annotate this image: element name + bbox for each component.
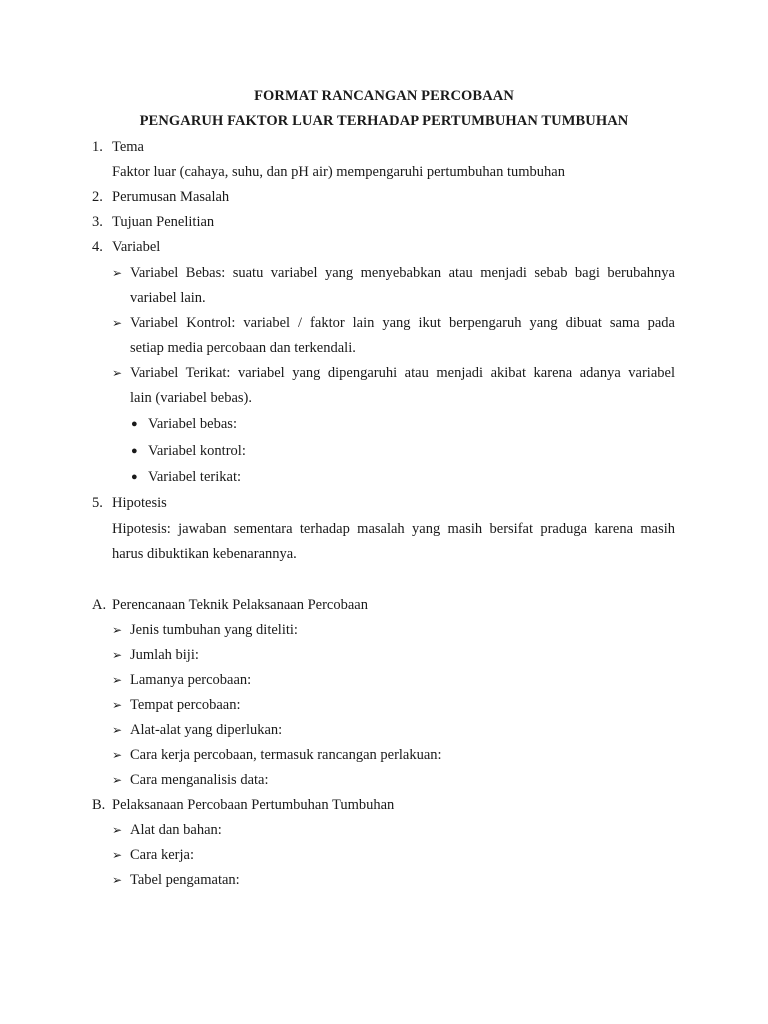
document-title: FORMAT RANCANGAN PERCOBAAN [254,88,514,104]
variabel-item-line: Variabel Kontrol: variabel / faktor lain yang ikut berpengaruh yang dibuat sama pada [130,315,675,331]
item-text: Jumlah biji: [130,647,199,663]
dot-bullet-icon: ● [131,471,138,483]
arrow-bullet-icon: ➢ [112,723,123,737]
hipotesis-body-line: Hipotesis: jawaban sementara terhadap masalah yang masih bersifat praduga karena masih [112,521,675,537]
section-1-body: Faktor luar (cahaya, suhu, dan pH air) mempengaruhi pertumbuhan tumbuhan [112,164,565,180]
item-text: Tabel pengamatan: [130,872,240,888]
arrow-bullet-icon: ➢ [112,873,123,887]
variabel-item-line: variabel lain. [130,290,206,306]
variabel-item-line: Variabel Terikat: variabel yang dipengaruhi atau menjadi akibat karena adanya variabel [130,365,675,381]
section-heading: Perumusan Masalah [112,189,230,205]
section-heading: Tema [112,139,144,155]
item-text: Alat-alat yang diperlukan: [130,722,283,738]
item-text: Cara kerja percobaan, termasuk rancangan perlakuan: [130,747,442,763]
part-heading: Pelaksanaan Percobaan Pertumbuhan Tumbuhan [112,797,395,813]
variabel-item-line: Variabel Bebas: suatu variabel yang menyebabkan atau menjadi sebab bagi berubahnya [130,265,675,281]
bullet-text: Variabel terikat: [148,469,241,485]
variabel-item-line: lain (variabel bebas). [130,390,252,406]
item-text: Tempat percobaan: [130,697,241,713]
part-letter: A. [92,597,107,613]
section-heading: Hipotesis [112,495,167,511]
item-text: Cara menganalisis data: [130,772,269,788]
dot-bullet-icon: ● [131,445,138,457]
section-number: 4. [92,239,103,255]
hipotesis-body-line: harus dibuktikan kebenarannya. [112,546,297,562]
section-number: 3. [92,214,103,230]
part-letter: B. [92,797,106,813]
arrow-bullet-icon: ➢ [112,848,123,862]
arrow-bullet-icon: ➢ [112,823,123,837]
arrow-bullet-icon: ➢ [112,698,123,712]
arrow-bullet-icon: ➢ [112,673,123,687]
arrow-bullet-icon: ➢ [112,366,123,380]
variabel-item-line: setiap media percobaan dan terkendali. [130,340,356,356]
dot-bullet-icon: ● [131,418,138,430]
section-heading: Tujuan Penelitian [112,214,215,230]
part-heading: Perencanaan Teknik Pelaksanaan Percobaan [112,597,368,613]
item-text: Jenis tumbuhan yang diteliti: [130,622,298,638]
section-heading: Variabel [112,239,161,255]
arrow-bullet-icon: ➢ [112,316,123,330]
bullet-text: Variabel kontrol: [148,443,246,459]
document-subtitle: PENGARUH FAKTOR LUAR TERHADAP PERTUMBUHAN TUMBUHAN [139,113,629,129]
item-text: Cara kerja: [130,847,195,863]
item-text: Alat dan bahan: [130,822,222,838]
arrow-bullet-icon: ➢ [112,648,123,662]
arrow-bullet-icon: ➢ [112,773,123,787]
item-text: Lamanya percobaan: [130,672,252,688]
arrow-bullet-icon: ➢ [112,623,123,637]
section-number: 1. [92,139,103,155]
bullet-text: Variabel bebas: [148,416,237,432]
section-number: 2. [92,189,103,205]
arrow-bullet-icon: ➢ [112,748,123,762]
arrow-bullet-icon: ➢ [112,266,123,280]
section-number: 5. [92,495,103,511]
